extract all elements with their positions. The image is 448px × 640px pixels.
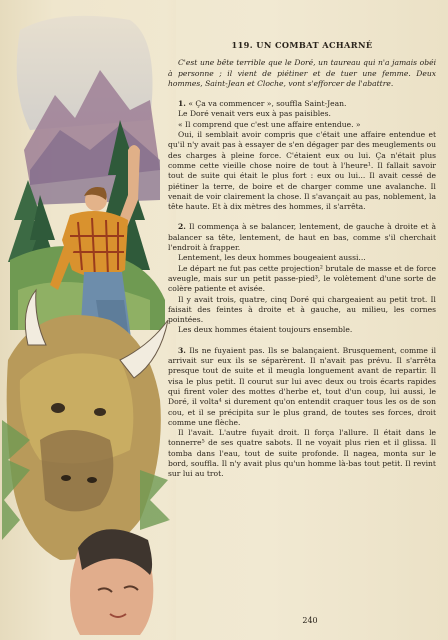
chapter-intro: C'est une bête terrible que le Doré, un taureau qui n'a jamais obéi à personne ; il vient de piétiner et de tuer une femme. Deux hommes, Saint-Jean et Cloche, vont s'efforcer de l'abattre. <box>168 58 436 88</box>
section-number: 1. <box>178 99 186 109</box>
paragraph: Lentement, les deux hommes bougeaient aussi... <box>178 253 366 263</box>
paragraph: Le Doré venait vers eux à pas paisibles. <box>178 109 331 119</box>
section-3 <box>168 346 436 480</box>
section-1 <box>168 99 436 212</box>
paragraph: Le départ ne fut pas cette projection² brutale de masse et de force aveugle, mais sur un petit passe-pied³, le volètement d'une sorte de colère patiente et avisée. <box>168 263 436 294</box>
section-number: 2. <box>178 222 186 232</box>
paragraph: « Il comprend que c'est une affaire entendue. » <box>178 119 361 129</box>
paragraph: Il y avait trois, quatre, cinq Doré qui chargeaient au petit trot. Il faisait des feintes à droite et à gauche, au milieu, les cornes pointées. <box>168 294 436 325</box>
section-number: 3. <box>178 345 186 355</box>
paragraph: Ils ne fuyaient pas. Ils se balançaient. Brusquement, comme il arrivait sur eux ils se séparèrent. Il n'avait pas prévu. Il s'arrêta presque tout de suite et il meugla longuement avant de repartir. Il visa le plus petit. Il courut sur lui avec deux ou trois écarts rapides qui firent voler des mottes d'herbe et, tout d'un coup, lui aussi, le Doré, il volta⁴ si durement qu'on entendit craquer tous les os de son cou, et il se précipita sur le plus grand, de toutes ses forces, droit comme une flèche. <box>168 345 436 427</box>
text-column <box>168 40 436 480</box>
paragraph: Il commença à se balancer, lentement, de gauche à droite et à balancer sa tête, lentement, de haut en bas, comme s'il cherchait l'endroit à frapper. <box>168 222 436 253</box>
paragraph: Les deux hommes étaient toujours ensemble. <box>178 325 353 335</box>
paragraph: « Ça va commencer », souffla Saint-Jean. <box>188 99 347 109</box>
paragraph: Oui, il semblait avoir compris que c'était une affaire entendue et qu'il n'y avait pas à essayer de s'en dégager par des meuglements ou des charges à pleine force. C'étaient eux ou lui. Ça n'était plus comme cette vieille chose noire de tout à l'heure¹. Il fallait savoir tout de suite qui était le plus fort : eux ou lui... Il avait cessé de piétiner la terre, de boire et de charger comme une avalanche. Il venait de voir clairement la chose. Il s'avançait au pas, noblement, la tête haute. Et à dix mètres des hommes, il s'arrêta. <box>168 130 436 212</box>
watercolor-illustration <box>0 0 176 640</box>
chapter-title: 119. UN COMBAT ACHARNÉ <box>231 40 373 50</box>
section-2 <box>168 222 436 335</box>
paragraph: Il l'avait. L'autre fuyait droit. Il força l'allure. Il était dans le tonnerre⁵ de ses quatre sabots. Il ne voyait plus rien et il glissa. Il tomba dans l'eau, tout de suite profonde. Il nagea, monta sur le bord, souffla. Il n'y avait plus qu'un homme là-bas tout petit. Il revint sur lui au trot. <box>168 428 436 479</box>
page-number: 240 <box>302 616 318 625</box>
